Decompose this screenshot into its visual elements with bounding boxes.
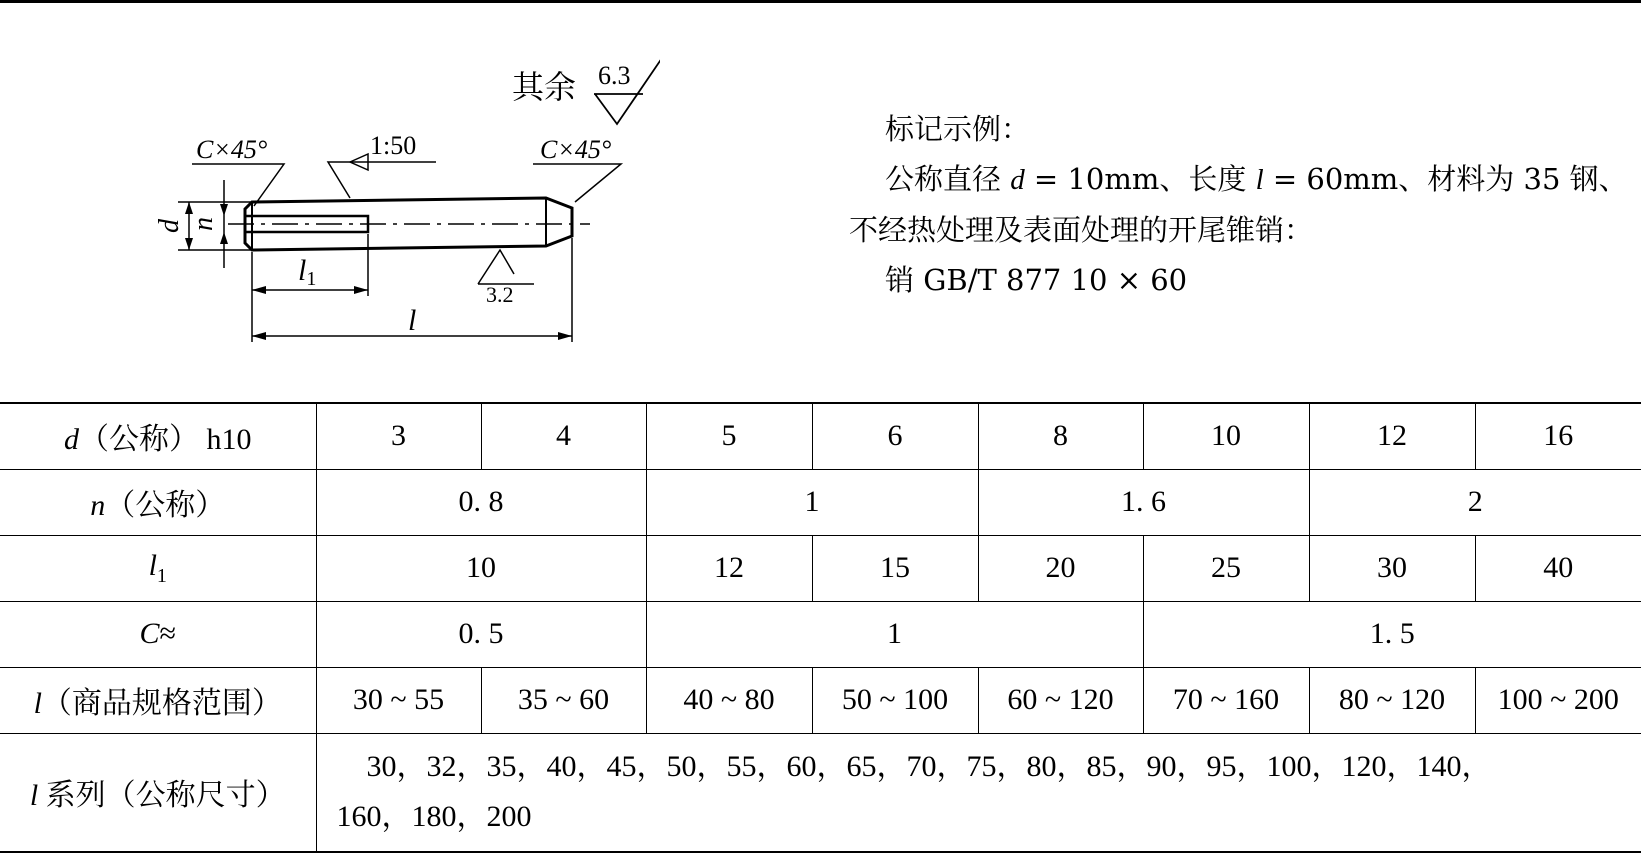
- table-cell: 1. 6: [978, 469, 1309, 535]
- table-cell: 12: [646, 535, 812, 601]
- row-header-l1: $l_1$: [0, 535, 316, 601]
- row-header-n: n（公称）: [0, 469, 316, 535]
- dim-l-label: l: [408, 304, 417, 337]
- marking-line-3: 销 GB/T 877 10 × 60: [885, 263, 1188, 297]
- chamfer-left-leader: [192, 164, 284, 206]
- table-cell: 8: [978, 403, 1143, 469]
- surface-note-label: 其余: [512, 68, 577, 106]
- dim-d-label: d: [154, 219, 185, 233]
- table-cell: 100 ~ 200: [1475, 667, 1641, 733]
- dim-n-label: n: [188, 217, 219, 231]
- row-header-c: C≈: [0, 601, 316, 667]
- table-cell: 30 ~ 55: [316, 667, 481, 733]
- l-series-line-2: 160，180，200: [336, 800, 532, 834]
- table-cell: 10: [1143, 403, 1309, 469]
- table-cell: 0. 5: [316, 601, 646, 667]
- table-cell: 12: [1309, 403, 1475, 469]
- table-cell: 5: [646, 403, 812, 469]
- table-cell: 2: [1309, 469, 1641, 535]
- table-row-l1: [0, 535, 1641, 601]
- table-cell: 1. 5: [1143, 601, 1641, 667]
- chamfer-right-leader: [533, 164, 621, 202]
- table-cell: 1: [646, 601, 1143, 667]
- table-cell: 3: [316, 403, 481, 469]
- table-row-l-range: [0, 667, 1641, 733]
- spec-table: [0, 402, 1641, 853]
- row-header-l-series: l 系列（公称尺寸）: [0, 733, 316, 852]
- l-series-line-1: 30，32，35，40，45，50，55，60，65，70，75，80，85，90，95，100，120，140，: [366, 750, 1492, 784]
- taper-leader: [328, 162, 436, 198]
- surface-body-roughness: 3.2: [486, 282, 514, 307]
- marking-example: [849, 104, 1635, 305]
- table-cell: 40: [1475, 535, 1641, 601]
- chamfer-right-label: C×45°: [540, 135, 612, 164]
- split-taper-pin-drawing: [0, 0, 660, 360]
- table-cell: 0. 8: [316, 469, 646, 535]
- table-cell: 70 ~ 160: [1143, 667, 1309, 733]
- table-cell: 25: [1143, 535, 1309, 601]
- table-cell: 15: [812, 535, 978, 601]
- l-series-values: [316, 733, 1641, 852]
- table-row-l-series: [0, 733, 1641, 852]
- table-row-n: [0, 469, 1641, 535]
- row-header-d: d（公称） h10: [0, 403, 316, 469]
- marking-line-1: 公称直径 d = 10mm、长度 l = 60mm、材料为 35 钢、: [885, 162, 1628, 196]
- table-row-d: [0, 403, 1641, 469]
- table-cell: 6: [812, 403, 978, 469]
- taper-label: 1:50: [370, 131, 417, 160]
- table-cell: 50 ~ 100: [812, 667, 978, 733]
- table-row-c: [0, 601, 1641, 667]
- dim-l1-label: l1: [298, 254, 317, 290]
- table-cell: 60 ~ 120: [978, 667, 1143, 733]
- table-cell: 10: [316, 535, 646, 601]
- table-cell: 35 ~ 60: [481, 667, 646, 733]
- table-cell: 4: [481, 403, 646, 469]
- roughness-3-2-symbol: [478, 250, 534, 284]
- table-cell: 20: [978, 535, 1143, 601]
- surface-main-roughness: 6.3: [598, 61, 631, 90]
- marking-line-2: 不经热处理及表面处理的开尾锥销：: [849, 213, 1314, 247]
- row-header-l-range: l（商品规格范围）: [0, 667, 316, 733]
- table-cell: 1: [646, 469, 978, 535]
- table-cell: 16: [1475, 403, 1641, 469]
- table-cell: 30: [1309, 535, 1475, 601]
- chamfer-left-label: C×45°: [196, 135, 268, 164]
- table-cell: 40 ~ 80: [646, 667, 812, 733]
- marking-heading: 标记示例：: [885, 112, 1031, 146]
- table-cell: 80 ~ 120: [1309, 667, 1475, 733]
